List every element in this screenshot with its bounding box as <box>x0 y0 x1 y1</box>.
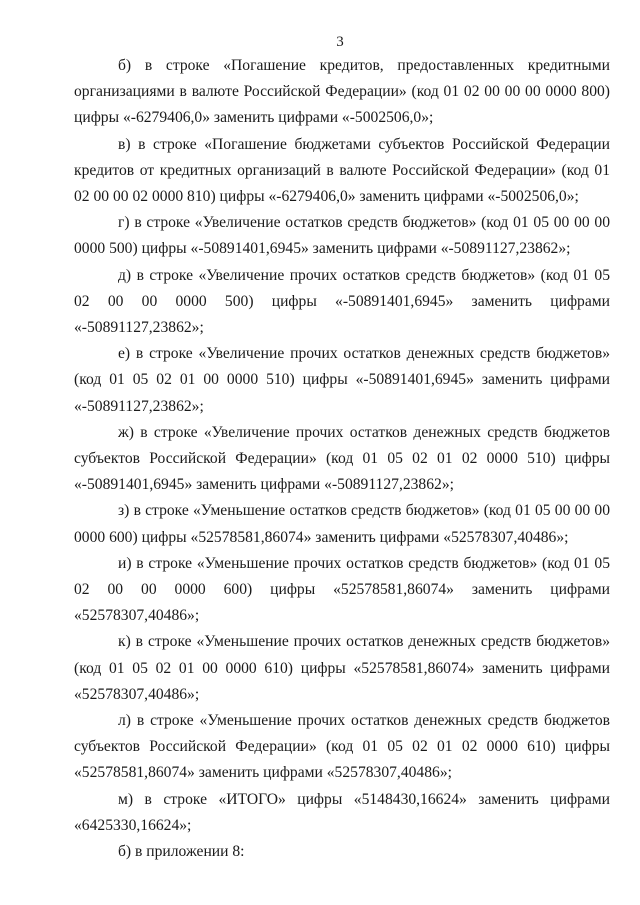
paragraph-appendix-8: б) в приложении 8: <box>118 843 245 861</box>
page-number: 3 <box>336 34 344 50</box>
paragraph-l: л) в строке «Уменьшение прочих остатков денежных средств бюджетов субъектов Российской Федерации» (код 01 05 02 01 02 0000 610) цифры «52578581,86074» заменить цифрами «52578307,40486»; <box>74 712 610 782</box>
paragraph-d: д) в строке «Увеличение прочих остатков средств бюджетов» (код 01 05 02 00 00 0000 500) цифры «-50891401,6945» заменить цифрами «-50891127,23862»; <box>74 266 610 337</box>
paragraph-g: г) в строке «Увеличение остатков средств бюджетов» (код 01 05 00 00 00 0000 500) цифры «-50891401,6945» заменить цифрами «-50891127,23862»; <box>74 214 610 258</box>
document-body <box>74 53 610 865</box>
paragraph-b: б) в строке «Погашение кредитов, предоставленных кредитными организациями в валюте Российской Федерации» (код 01 02 00 00 00 0000 800) цифры «-6279406,0» заменить цифрами «-5002506,0»; <box>74 57 610 127</box>
paragraph-m: м) в строке «ИТОГО» цифры «5148430,16624» заменить цифрами «6425330,16624»; <box>74 790 610 834</box>
paragraph-i: и) в строке «Уменьшение прочих остатков средств бюджетов» (код 01 05 02 00 00 0000 600) цифры «52578581,86074» заменить цифрами «52578307,40486»; <box>74 554 610 625</box>
paragraph-z: з) в строке «Уменьшение остатков средств бюджетов» (код 01 05 00 00 00 0000 600) цифры «52578581,86074» заменить цифрами «52578307,40486»; <box>74 502 610 546</box>
paragraph-e: е) в строке «Увеличение прочих остатков денежных средств бюджетов» (код 01 05 02 01 00 0000 510) цифры «-50891401,6945» заменить цифрами «-50891127,23862»; <box>74 345 610 415</box>
paragraph-k: к) в строке «Уменьшение прочих остатков денежных средств бюджетов» (код 01 05 02 01 00 0000 610) цифры «52578581,86074» заменить цифрами «52578307,40486»; <box>74 633 610 703</box>
paragraph-v: в) в строке «Погашение бюджетами субъектов Российской Федерации кредитов от кредитных организаций в валюте Российской Федерации» (код 01 02 00 00 02 0000 810) цифры «-6279406,0» заменить цифрами «-5002506,0»; <box>74 135 610 206</box>
paragraph-zh: ж) в строке «Увеличение прочих остатков денежных средств бюджетов субъектов Российской Федерации» (код 01 05 02 01 02 0000 510) цифры «-50891401,6945» заменить цифрами «-50891127,23862»; <box>74 423 610 494</box>
